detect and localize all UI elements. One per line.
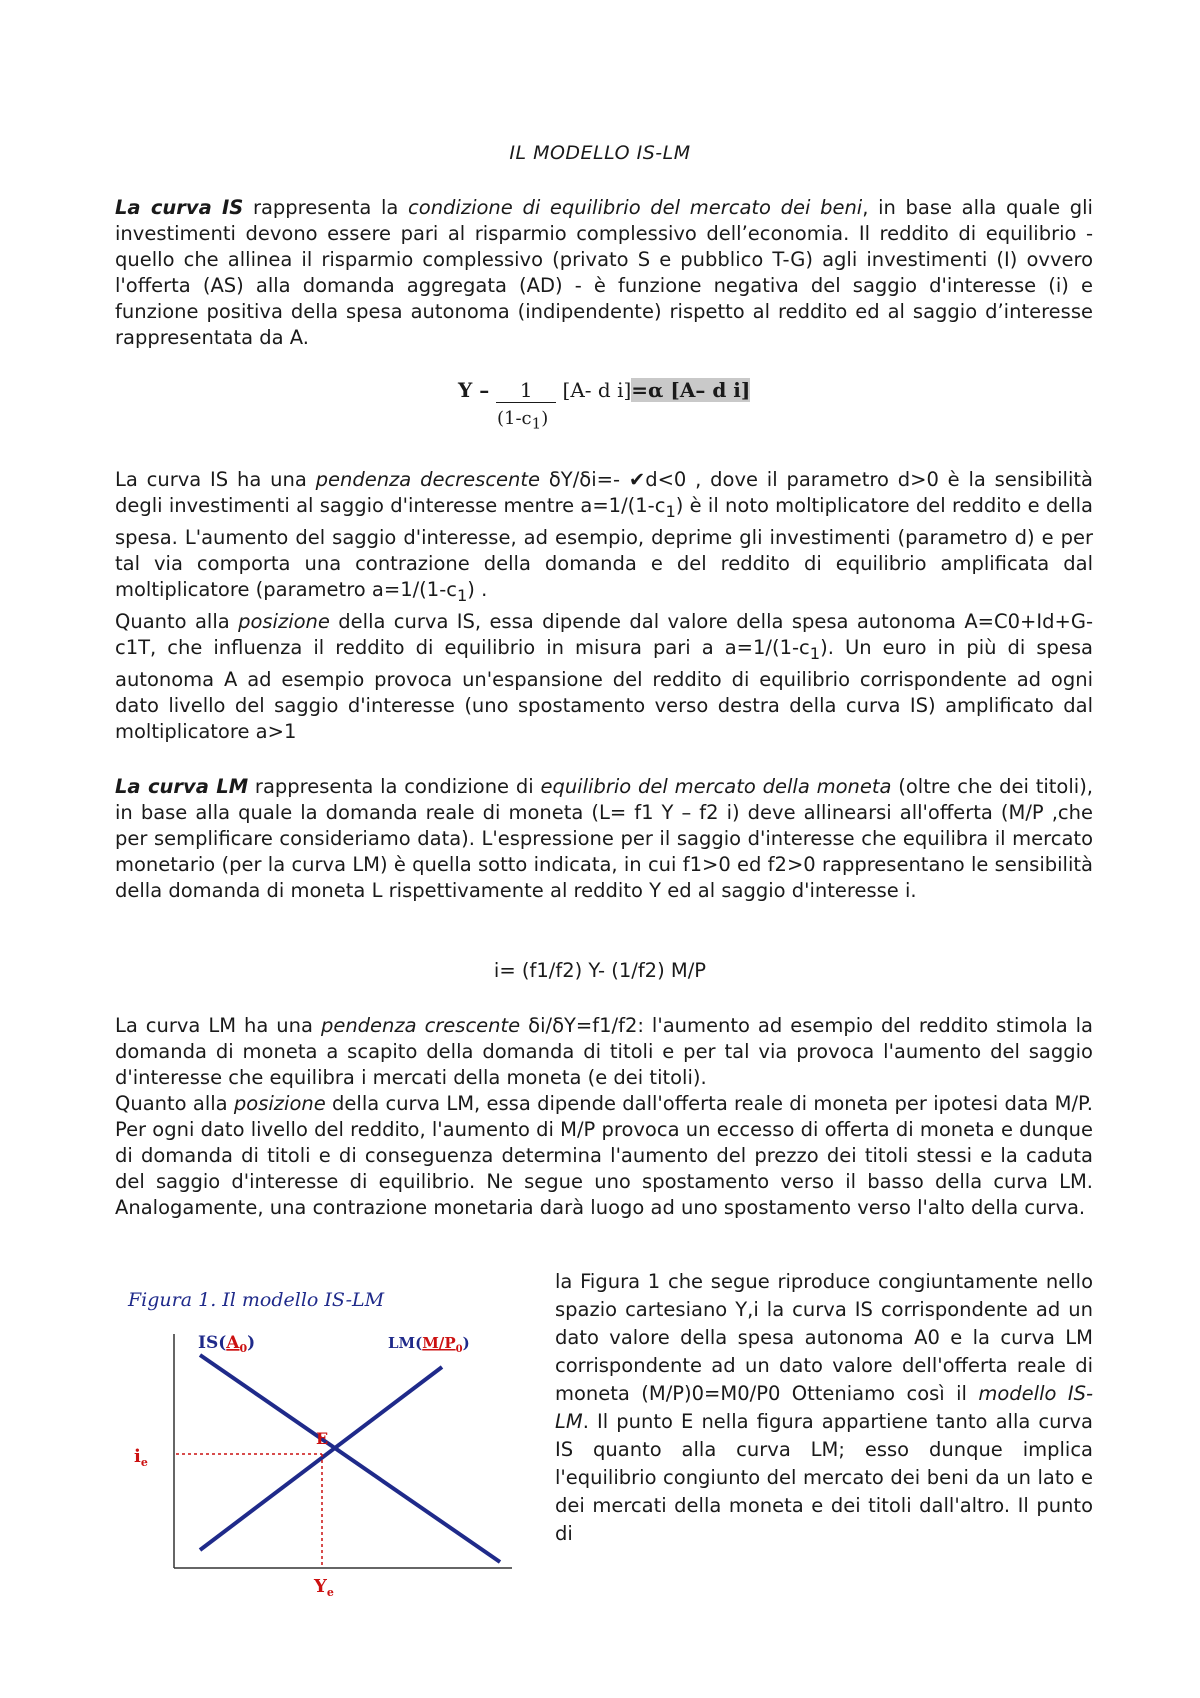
figure-caption: Figura 1. Il modello IS-LM [128,1289,385,1311]
paragraph: la Figura 1 che segue riproduce congiuntamente nello spazio cartesiano Y,i la curva IS corrispondente ad un dato valore della spesa autonoma A0 e la curva LM corrispondente ad un dato valore dell'offerta reale di moneta (M/P)0=M0/P0 Otteniamo così il modello IS-LM. Il punto E nella figura appartiene tanto alla curva IS quanto alla curva LM; esso dunque implica l'equilibrio congiunto del mercato dei beni da un lato e dei mercati della moneta e dei titoli dall'altro. Il punto di [555,1270,1093,1545]
paragraph: Quanto alla posizione della curva LM, essa dipende dall'offerta reale di moneta per ipotesi data M/P. Per ogni dato livello del reddito, l'aumento di M/P provoca un eccesso di offerta di moneta e dunque di domanda di titoli e di conseguenza determina l'aumento del prezzo dei titoli stessi e la caduta del saggio d'interesse di equilibrio. Ne segue uno spostamento verso il basso della curva LM. Analogamente, una contrazione monetaria darà luogo ad uno spostamento verso l'alto della curva. [115,1092,1093,1219]
formula-numerator: 1 [496,378,556,403]
section-is-slope [115,467,1093,745]
lead-term: La curva IS [115,196,244,219]
section-is-curve [115,195,1093,351]
figure-is-lm [120,1282,520,1602]
y-axis-label: $Y_e$ [314,1576,334,1599]
formula-is: Y – 1 [A- d i]=α [A– d i] $(1-c_1)$ [458,378,751,433]
section-lm-slope [115,1013,1093,1221]
i-axis-label: $i_e$ [134,1446,148,1469]
is-curve-label: $IS(A_0)$ [198,1333,256,1355]
paragraph: La curva IS ha una pendenza decrescente δY/δi=- ✔d<0 , dove il parametro d>0 è la sensibilità degli investimenti al saggio d'interesse mentre $a=1/(1-c_1)$ è il noto moltiplicatore del reddito e della spesa. L'aumento del saggio d'interesse, ad esempio, deprime gli investimenti (parametro d) e per tal via comporta una contrazione della domanda e del reddito di equilibrio amplificata dal moltiplicatore (parametro $a=1/(1-c_1)$ . [115,468,1093,605]
page-title: IL MODELLO IS-LM [509,142,691,164]
paragraph: La curva LM rappresenta la condizione di equilibrio del mercato della moneta (oltre che dei titoli), in base alla quale la domanda reale di moneta (L= f1 Y – f2 i) deve allinearsi all'offerta (M/P ,che per semplificare consideriamo data). L'espressione per il saggio d'interesse che equilibra il mercato monetario (per la curva LM) è quella sotto indicata, in cui f1>0 ed f2>0 rappresentano le sensibilità della domanda di moneta L rispettivamente al reddito Y ed al saggio d'interesse i. [115,775,1093,902]
paragraph: La curva IS rappresenta la condizione di equilibrio del mercato dei beni, in base alla quale gli investimenti devono essere pari al risparmio complessivo dell’economia. Il reddito di equilibrio - quello che allinea il risparmio complessivo (privato S e pubblico T-G) agli investimenti (I) ovvero l'offerta (AS) alla domanda aggregata (AD) - è funzione negativa del saggio d'interesse (i) e funzione positiva della spesa autonoma (indipendente) rispetto al reddito ed al saggio d’interesse rappresentata da A. [115,196,1093,349]
formula-highlight: =α [A– d i] [631,378,751,402]
is-curve-line [200,1355,500,1562]
lm-curve-label: $LM(M/P_0)$ [388,1334,470,1355]
formula-denominator: $(1-c_1)$ [497,408,549,433]
paragraph: Quanto alla posizione della curva IS, essa dipende dal valore della spesa autonoma A=C0+Id+G-c1T, che influenza il reddito di equilibrio in misura pari a $a=1/(1-c_1)$. Un euro in più di spesa autonoma A ad esempio provoca un'espansione del reddito di equilibrio corrispondente ad ogni dato livello del saggio d'interesse (uno spostamento verso destra della curva IS) amplificato dal moltiplicatore a>1 [115,609,1094,743]
equilibrium-point-label: E [316,1429,329,1448]
formula-lm: i= (f1/f2) Y- (1/f2) M/P [493,959,707,982]
paragraph: La curva LM ha una pendenza crescente δi/δY=f1/f2: l'aumento ad esempio del reddito stimola la domanda di moneta a scapito della domanda di titoli e per tal via provoca l'aumento del saggio d'interesse che equilibra i mercati della moneta (e dei titoli). [115,1014,1093,1089]
section-lm-curve [115,774,1093,904]
section-figure-description [555,1268,1093,1548]
is-lm-diagram [120,1282,520,1602]
check-icon: ✔ [628,468,646,491]
lead-term: La curva LM [115,775,249,798]
lm-curve-line [200,1367,442,1550]
